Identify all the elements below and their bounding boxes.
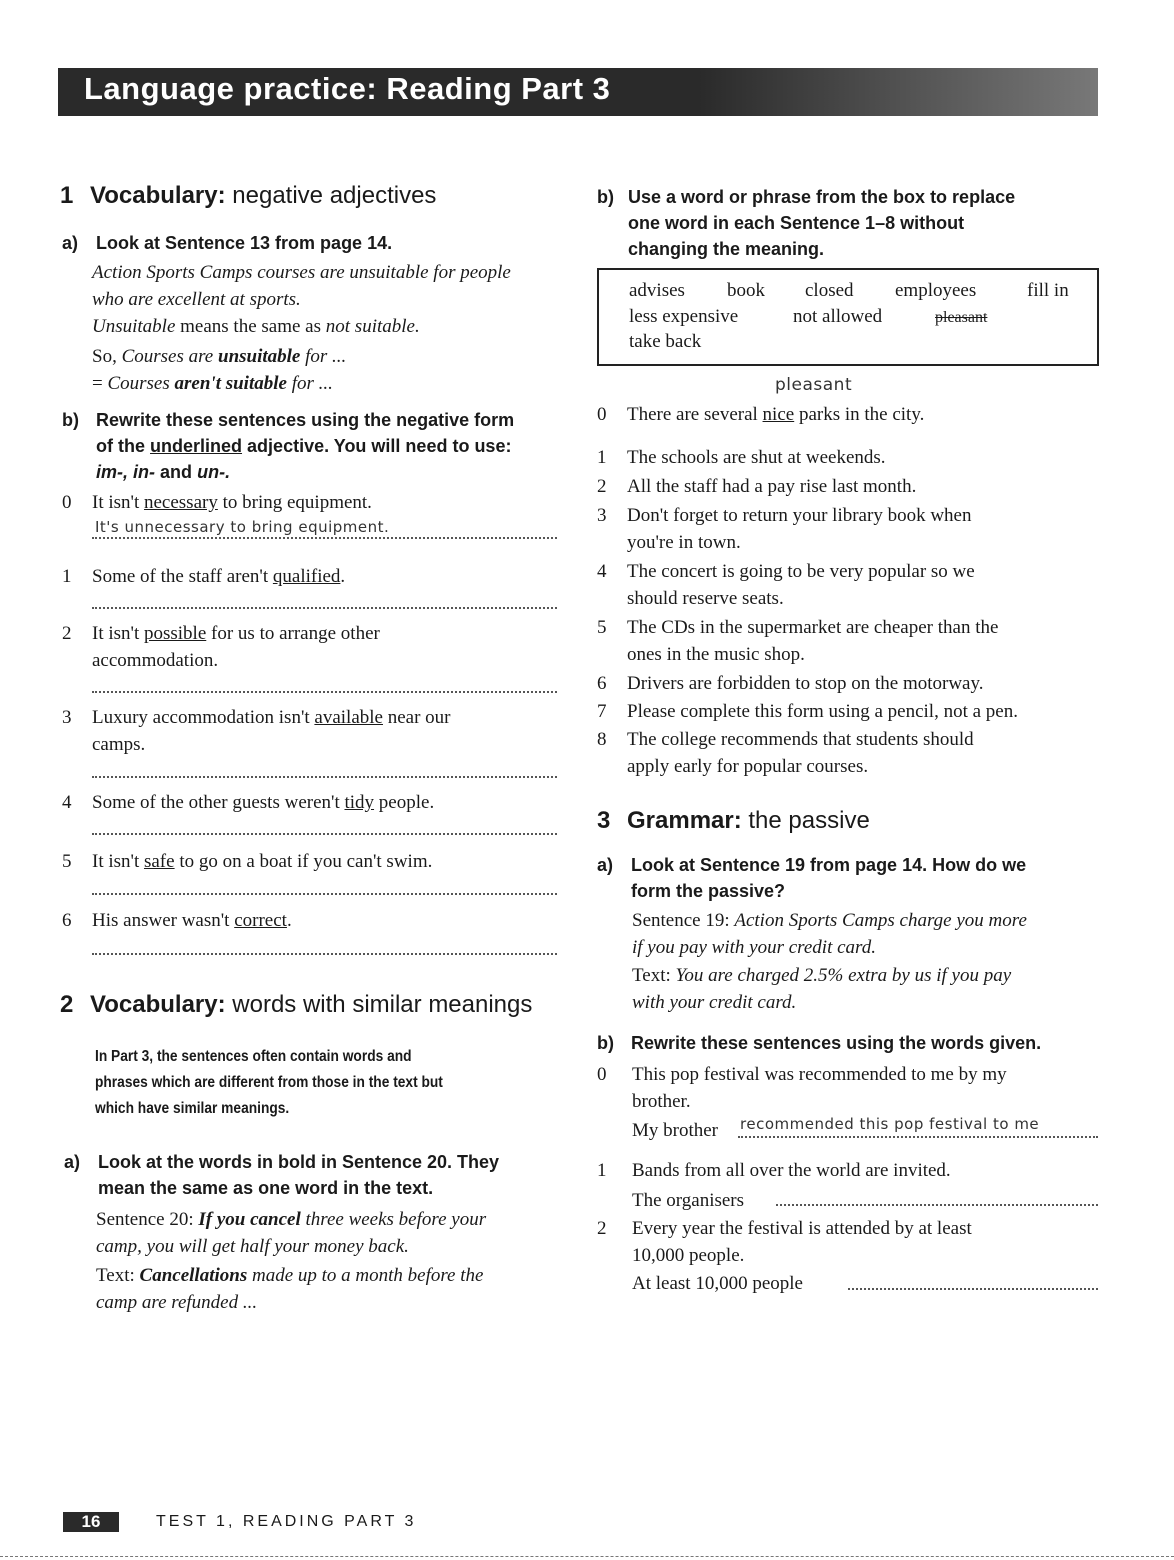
box-word: employees: [895, 280, 977, 301]
text: Rewrite these sentences using the negative form: [96, 410, 515, 430]
s2b-item-0: [597, 401, 924, 428]
text: His answer wasn't: [92, 910, 230, 931]
text: Rewrite these sentences using the words given.: [631, 1033, 1042, 1053]
text: for ...: [305, 346, 347, 367]
text: Bands from all over the world are invited.: [632, 1160, 951, 1181]
text: The schools are shut at weekends.: [627, 447, 886, 468]
s1-item-1: [62, 563, 345, 590]
answer-line[interactable]: [92, 607, 557, 609]
item-number: 6: [62, 910, 72, 931]
section-3-heading: [597, 807, 870, 835]
answer-line[interactable]: [848, 1288, 1098, 1290]
text: Action Sports Camps charge you more: [734, 910, 1027, 931]
answer-line[interactable]: [92, 776, 557, 778]
handwritten-answer: recommended this pop festival to me: [740, 1115, 1040, 1133]
s2b-item-8: [597, 726, 974, 753]
s2b-item-4-line2: should reserve seats.: [627, 588, 784, 609]
text: Unsuitable: [92, 316, 176, 337]
text: near our: [387, 707, 451, 728]
s2b-item-4: [597, 558, 975, 585]
item-number: 2: [597, 1218, 607, 1239]
box-word: closed: [805, 280, 854, 301]
section-1-heading: [60, 182, 436, 210]
tip-line3: which have similar meanings.: [95, 1100, 290, 1117]
handwritten-answer: pleasant: [775, 375, 853, 395]
s3b-item-1-prompt: The organisers: [632, 1190, 745, 1211]
text: Look at Sentence 19 from page 14. How do we: [631, 855, 1027, 875]
s3b-item-0-line2: brother.: [632, 1091, 691, 1112]
s1a-instruction: [62, 230, 562, 256]
box-word: not allowed: [793, 306, 883, 327]
s1a-example-line3: [92, 313, 420, 340]
text: The college recommends that students should: [627, 729, 974, 750]
text: to bring equipment.: [222, 492, 372, 513]
underlined-word: tidy: [344, 792, 375, 813]
underlined-word: qualified: [272, 566, 341, 587]
text: im-,: [96, 462, 129, 482]
s2a-text: [96, 1262, 483, 1289]
s1-item-4: [62, 789, 434, 816]
s1-item-5: [62, 848, 432, 875]
text: The concert is going to be very popular so we: [627, 561, 975, 582]
text: and: [160, 462, 193, 482]
text: three weeks before your: [305, 1209, 487, 1230]
s1a-label: a): [62, 233, 79, 253]
text: .: [340, 566, 346, 587]
box-word: advises: [629, 280, 685, 301]
text: form the passive?: [631, 881, 786, 901]
text: Please complete this form using a pencil, not a pen.: [627, 701, 1018, 722]
answer-line[interactable]: [92, 893, 557, 895]
s1a-example-line4: [92, 343, 346, 370]
text: unsuitable: [218, 346, 301, 367]
s1b-instruction: [62, 407, 572, 487]
text: =: [92, 373, 103, 394]
text: aren't suitable: [174, 373, 287, 394]
s3b-item-1: [597, 1157, 951, 1184]
text: Sentence 19:: [632, 910, 730, 931]
section-number: 2: [60, 991, 74, 1018]
text: Luxury accommodation isn't: [92, 707, 310, 728]
text: in-: [133, 462, 156, 482]
item-number: 1: [597, 1160, 607, 1181]
box-word: less expensive: [629, 306, 739, 327]
text: adjective. You will need to use:: [247, 436, 512, 456]
text: Some of the other guests weren't: [92, 792, 340, 813]
text: for us to arrange other: [211, 623, 380, 644]
s2b-label: b): [597, 187, 614, 207]
text: Cancellations: [139, 1265, 248, 1286]
underlined-word: possible: [143, 623, 207, 644]
banner-gradient: [698, 68, 1098, 116]
s2b-item-7: [597, 698, 1018, 725]
item-number: 2: [597, 476, 607, 497]
section-title-rest: the passive: [748, 807, 870, 834]
s3b-instruction: [597, 1030, 1117, 1056]
section-title-rest: words with similar meanings: [232, 991, 533, 1018]
answer-line[interactable]: [92, 691, 557, 693]
text: Courses are: [121, 346, 214, 367]
item-number: 7: [597, 701, 607, 722]
text: The CDs in the supermarket are cheaper than the: [627, 617, 999, 638]
underlined-word: safe: [143, 851, 175, 872]
s2a-label: a): [64, 1152, 81, 1172]
text: It isn't: [92, 623, 140, 644]
box-word: book: [727, 280, 765, 301]
s3a-label: a): [597, 855, 614, 875]
s1-item-0: [62, 489, 372, 516]
s1a-text: Look at Sentence 13 from page 14.: [96, 233, 393, 253]
s3b-item-2-prompt: At least 10,000 people: [632, 1273, 803, 1294]
s2a-text-line2: camp are refunded ...: [96, 1292, 258, 1313]
s1a-example-line2: who are excellent at sports.: [92, 289, 301, 310]
s1-item-2-line2: accommodation.: [92, 650, 219, 671]
tip-line1: In Part 3, the sentences often contain words and: [95, 1048, 412, 1065]
s3b-label: b): [597, 1033, 614, 1053]
s3b-item-0-prompt: My brother: [632, 1120, 719, 1141]
text: made up to a month before the: [251, 1265, 484, 1286]
section-title-bold: Vocabulary:: [90, 991, 226, 1018]
text: people.: [378, 792, 435, 813]
item-number: 3: [597, 505, 607, 526]
underlined-word: available: [314, 707, 383, 728]
text: Sentence 20:: [96, 1209, 194, 1230]
text: Courses: [107, 373, 170, 394]
s1a-example-line1: Action Sports Camps courses are unsuitable for people: [92, 262, 511, 283]
s2b-item-6: [597, 670, 984, 697]
bottom-rule: [0, 1556, 1174, 1557]
text: There are several: [627, 404, 758, 425]
s1a-example-line5: [92, 370, 333, 397]
s2b-item-2: [597, 473, 916, 500]
s3b-item-0: [597, 1061, 1007, 1088]
text: not suitable.: [325, 316, 420, 337]
s2b-item-3: [597, 502, 971, 529]
item-number: 3: [62, 707, 72, 728]
item-number: 0: [62, 492, 72, 513]
item-number: 0: [597, 1064, 607, 1085]
text: of the: [96, 436, 145, 456]
item-number: 0: [597, 404, 607, 425]
text: one word in each Sentence 1–8 without: [628, 213, 965, 233]
text: Use a word or phrase from the box to replace: [628, 187, 1016, 207]
underlined-word: correct: [234, 910, 287, 931]
text: So,: [92, 346, 117, 367]
page-banner: [58, 68, 1098, 116]
s3a-sentence-19: [632, 907, 1027, 934]
s1-item-2: [62, 620, 380, 647]
text: It isn't: [92, 851, 140, 872]
answer-line[interactable]: [776, 1204, 1098, 1206]
s2b-item-3-line2: you're in town.: [627, 532, 741, 553]
s1b-label: b): [62, 410, 79, 430]
text: means the same as: [180, 316, 322, 337]
s1-item-6: [62, 907, 292, 934]
s1-item-3: [62, 704, 451, 731]
s2a-sentence-20: [96, 1206, 486, 1233]
text: All the staff had a pay rise last month.: [627, 476, 917, 497]
text: parks in the city.: [798, 404, 925, 425]
section-number: 3: [597, 807, 611, 834]
section-title-bold: Vocabulary:: [90, 182, 226, 209]
answer-line: [738, 1136, 1098, 1138]
item-number: 1: [62, 566, 72, 587]
s1-item-3-line2: camps.: [92, 734, 146, 755]
s3a-text-line2: with your credit card.: [632, 992, 797, 1013]
item-number: 1: [597, 447, 607, 468]
s3b-item-2: [597, 1215, 972, 1242]
section-2-heading: [60, 991, 532, 1019]
footer-text: TEST 1, READING PART 3: [156, 1513, 417, 1530]
item-number: 4: [62, 792, 72, 813]
s2b-instruction: [597, 184, 1107, 264]
box-word: take back: [629, 331, 702, 352]
underlined-word: nice: [762, 404, 795, 425]
text: It isn't: [92, 492, 140, 513]
text: If you cancel: [198, 1209, 301, 1230]
page-number-badge: 16: [63, 1512, 119, 1532]
text: for ...: [291, 373, 333, 394]
item-number: 4: [597, 561, 607, 582]
text: underlined: [150, 436, 243, 456]
s2b-item-5: [597, 614, 998, 641]
word-box: [597, 268, 1099, 366]
s3a-instruction: [597, 852, 1117, 906]
text: Some of the staff aren't: [92, 566, 269, 587]
text: Don't forget to return your library book when: [627, 505, 972, 526]
text: This pop festival was recommended to me by my: [632, 1064, 1007, 1085]
underlined-word: necessary: [143, 492, 218, 513]
section-number: 1: [60, 182, 74, 209]
item-number: 6: [597, 673, 607, 694]
s2a-instruction: [64, 1149, 574, 1203]
answer-line[interactable]: [92, 833, 557, 835]
box-word-used: pleasant: [935, 309, 988, 326]
item-number: 5: [62, 851, 72, 872]
s3a-sentence-19-line2: if you pay with your credit card.: [632, 937, 876, 958]
text: un-.: [197, 462, 231, 482]
text: mean the same as one word in the text.: [98, 1178, 434, 1198]
section-title-rest: negative adjectives: [232, 182, 437, 209]
text: .: [286, 910, 292, 931]
text: to go on a boat if you can't swim.: [179, 851, 433, 872]
section-title-bold: Grammar:: [627, 807, 742, 834]
text: Drivers are forbidden to stop on the motorway.: [627, 673, 984, 694]
text: changing the meaning.: [628, 239, 825, 259]
text: Text:: [96, 1265, 135, 1286]
page-title: Language practice: Reading Part 3: [84, 71, 611, 106]
text: Every year the festival is attended by at least: [632, 1218, 972, 1239]
s2b-item-8-line2: apply early for popular courses.: [627, 756, 869, 777]
tip-line2: phrases which are different from those in the text but: [95, 1074, 443, 1091]
handwritten-answer: It's unnecessary to bring equipment.: [95, 518, 390, 536]
box-word: fill in: [1027, 280, 1069, 301]
s3a-text: [632, 962, 1011, 989]
s2b-item-5-line2: ones in the music shop.: [627, 644, 805, 665]
item-number: 8: [597, 729, 607, 750]
s2a-sentence-20-line2: camp, you will get half your money back.: [96, 1236, 409, 1257]
item-number: 5: [597, 617, 607, 638]
item-number: 2: [62, 623, 72, 644]
text: Text:: [632, 965, 671, 986]
s2b-item-1: [597, 444, 886, 471]
text: Look at the words in bold in Sentence 20. They: [98, 1152, 500, 1172]
s3b-item-2-line2: 10,000 people.: [632, 1245, 745, 1266]
text: You are charged 2.5% extra by us if you pay: [675, 965, 1012, 986]
answer-line[interactable]: [92, 953, 557, 955]
answer-line: [92, 537, 557, 539]
